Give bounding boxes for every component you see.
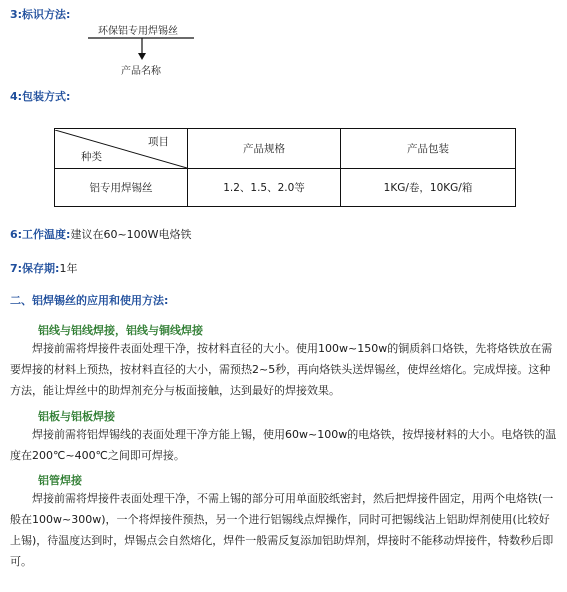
marking-label-top: 环保铝专用焊锡丝 bbox=[98, 26, 178, 37]
section2-title: 二、铝焊锡丝的应用和使用方法: bbox=[10, 294, 169, 307]
subheading-tube-welding: 铝管焊接 bbox=[38, 474, 82, 487]
marking-heading: 3:标识方法: bbox=[10, 8, 71, 21]
diag-header-bottom: 种类 bbox=[81, 150, 102, 163]
cell-product-spec: 1.2、1.5、2.0等 bbox=[188, 169, 341, 207]
marking-label-bottom: 产品名称 bbox=[121, 66, 161, 77]
table-row bbox=[55, 169, 516, 207]
temperature-line bbox=[10, 226, 192, 242]
col-header-spec: 产品规格 bbox=[188, 129, 341, 169]
temperature-label: 6:工作温度: bbox=[10, 228, 71, 241]
temperature-value: 建议在60~100W电烙铁 bbox=[70, 228, 192, 241]
shelf-life-value: 1年 bbox=[59, 262, 78, 275]
diag-header-top: 项目 bbox=[148, 135, 169, 148]
paragraph-tube-welding: 焊接前需将焊接件表面处理干净，不需上锡的部分可用单面胶纸密封，然后把焊接件固定，用两个电烙铁(一般在100w~300w)，一个将焊接件预热，另一个进行铝锡线点焊操作，同时可把锡线沾上铝助焊剂使用(比较好上锡)，待温度达到时，焊锡点会自然熔化，焊件一般需反复添加铝助焊剂，焊接时不能移动焊接件，特数秒后即可。 bbox=[10, 492, 554, 568]
packaging-table bbox=[54, 128, 516, 207]
table-diagonal-header bbox=[55, 129, 188, 169]
marking-arrow-diagram bbox=[86, 34, 198, 64]
cell-product-pack: 1KG/卷，10KG/箱 bbox=[341, 169, 516, 207]
shelf-life-line bbox=[10, 260, 77, 276]
shelf-life-label: 7:保存期: bbox=[10, 262, 60, 275]
cell-product-name: 铝专用焊锡丝 bbox=[55, 169, 188, 207]
paragraph-wire-welding: 焊接前需将焊接件表面处理干净，按材料直径的大小。使用100w~150w的铜质斜口烙铁，先将烙铁放在需要焊接的材料上预热，按材料直径的大小，需预热2~5秒，再向烙铁头送焊锡丝，使焊丝熔化。完成焊接。这种方法，能让焊丝中的助焊剂充分与板面接触，达到最好的焊接效果。 bbox=[10, 342, 553, 397]
packaging-heading: 4:包装方式: bbox=[10, 90, 71, 103]
paragraph-plate-welding: 焊接前需将铝焊锡线的表面处理干净方能上锡，使用60w~100w的电烙铁，按焊接材料的大小。电烙铁的温度在200℃~400℃之间即可焊接。 bbox=[10, 428, 557, 462]
col-header-pack: 产品包装 bbox=[341, 129, 516, 169]
subheading-wire-welding: 铝线与铝线焊接，铝线与铜线焊接 bbox=[38, 324, 203, 337]
subheading-plate-welding: 铝板与铝板焊接 bbox=[38, 410, 115, 423]
